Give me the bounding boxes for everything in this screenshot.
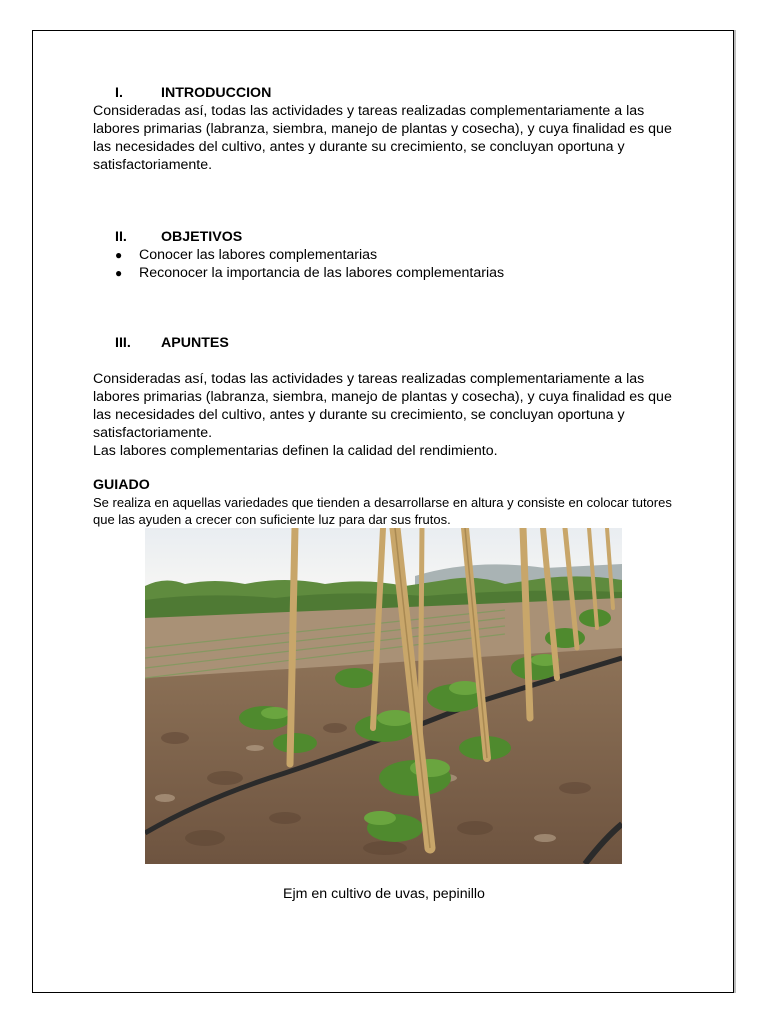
objective-text: Conocer las labores complementarias (139, 247, 378, 263)
intro-paragraph: Consideradas así, todas las actividades y tareas realizadas complementariamente a las labores primarias (labranza, siembra, manejo de plantas y cosecha), y cuya finalidad es que las necesidades del cultivo, antes y durante su crecimiento, se concluyan oportuna y satisfactoriamente. (93, 103, 672, 173)
objectives-list (93, 246, 683, 282)
list-item (93, 246, 683, 264)
heading-apuntes (93, 334, 683, 352)
heading-number: II. (115, 229, 127, 245)
heading-number: III. (115, 335, 131, 351)
list-item (93, 264, 683, 282)
figure-caption: Ejm en cultivo de uvas, pepinillo (283, 886, 485, 902)
objective-text: Reconocer la importancia de las labores complementarias (139, 265, 505, 281)
guiado-heading: GUIADO (93, 477, 150, 493)
heading-number: I. (115, 85, 123, 101)
heading-title: OBJETIVOS (161, 229, 243, 245)
heading-objetivos (93, 228, 683, 246)
bullet-icon: ● (115, 248, 123, 262)
heading-title: APUNTES (161, 335, 229, 351)
heading-title: INTRODUCCION (161, 85, 272, 101)
bullet-icon: ● (115, 266, 123, 280)
apuntes-paragraph-2: Las labores complementarias definen la calidad del rendimiento. (93, 443, 498, 459)
heading-introduccion (93, 84, 683, 102)
document-body (93, 84, 683, 528)
guiado-paragraph: Se realiza en aquellas variedades que tienden a desarrollarse en altura y consiste en colocar tutores que las ayuden a crecer con suficiente luz para dar sus frutos. (93, 495, 672, 527)
apuntes-paragraph: Consideradas así, todas las actividades y tareas realizadas complementariamente a las labores primarias (labranza, siembra, manejo de plantas y cosecha), y cuya finalidad es que las necesidades del cultivo, antes y durante su crecimiento, se concluyan oportuna y satisfactoriamente. (93, 371, 672, 441)
tomato-field-photo (145, 528, 622, 864)
